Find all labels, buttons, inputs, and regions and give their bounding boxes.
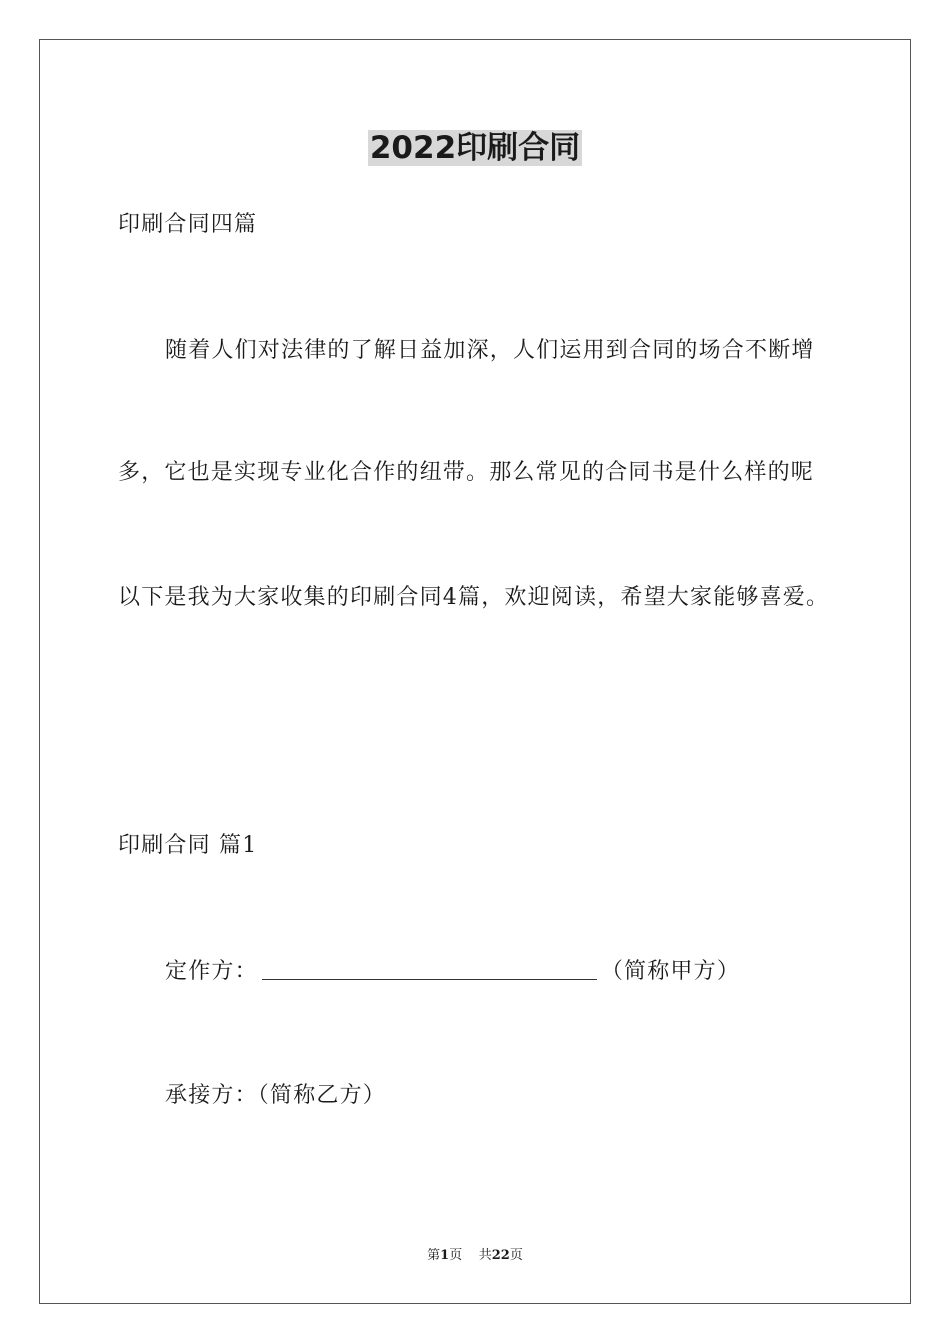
party-a-label: 定作方： [165,959,258,984]
section-heading: 印刷合同 篇1 [118,833,258,858]
footer-suffix: 页 [509,1248,523,1263]
page-footer [0,1247,950,1265]
intro-line-1: 随着人们对法律的了解日益加深，人们运用到合同的场合不断增 [165,338,815,363]
document-title-text: 2022印刷合同 [369,130,581,166]
document-subtitle: 印刷合同四篇 [118,212,258,237]
party-a-suffix: （简称甲方） [600,959,741,984]
intro-line-2: 多，它也是实现专业化合作的纽带。那么常见的合同书是什么样的呢 [118,460,815,485]
party-a-blank-field [262,957,597,980]
party-a-line [165,957,740,987]
footer-mid: 页 共 [449,1248,492,1263]
document-title [0,128,950,168]
footer-page-current: 1 [440,1248,450,1263]
footer-prefix: 第 [427,1248,441,1263]
intro-line-3: 以下是我为大家收集的印刷合同4篇，欢迎阅读，希望大家能够喜爱。 [118,585,830,610]
party-b-line: 承接方：（简称乙方） [165,1083,387,1108]
footer-page-total: 22 [491,1248,510,1263]
